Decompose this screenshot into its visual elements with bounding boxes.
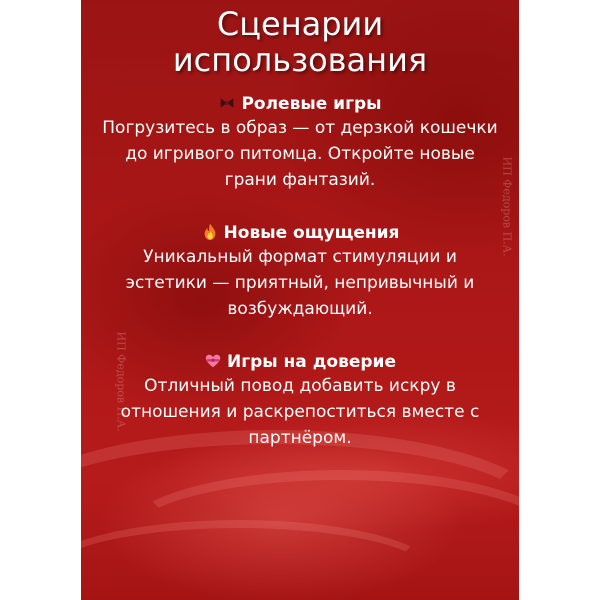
section-text-line: отношения и раскрепоститься вместе с xyxy=(120,402,480,422)
section-heading-text: Новые ощущения xyxy=(223,223,400,243)
watermark-right: ИП Федоров П.А. xyxy=(500,156,514,257)
section-text-line: Отличный повод добавить искру в xyxy=(144,376,456,396)
page-title-line-1: Сценарии xyxy=(216,5,384,43)
section-text-line: Погрузитесь в образ — от дерзкой кошечки xyxy=(102,118,498,138)
section-new-sensations xyxy=(81,222,519,322)
section-heading-text: Игры на доверие xyxy=(226,352,396,372)
info-card xyxy=(81,0,519,600)
page-title-line-2: использования xyxy=(172,41,428,79)
dark-bow-icon xyxy=(218,94,236,112)
section-heading-text: Ролевые игры xyxy=(241,94,382,114)
section-heading xyxy=(81,93,519,115)
watermark-left: ИП Федоров П.А. xyxy=(114,331,128,432)
section-trust-games xyxy=(81,351,519,451)
section-text-line: возбуждающий. xyxy=(227,299,373,319)
section-text-line: эстетики — приятный, непривычный и xyxy=(125,273,475,293)
section-text-line: до игривого питомца. Откройте новые xyxy=(125,144,475,164)
heart-with-ribbon-icon xyxy=(204,352,222,370)
section-text-line: Уникальный формат стимуляции и xyxy=(143,247,457,267)
section-role-play xyxy=(81,93,519,193)
section-text-line: партнёром. xyxy=(248,428,352,448)
section-heading xyxy=(81,222,519,244)
section-heading xyxy=(81,351,519,373)
section-text-line: грани фантазий. xyxy=(224,170,376,190)
fire-icon xyxy=(201,223,219,241)
